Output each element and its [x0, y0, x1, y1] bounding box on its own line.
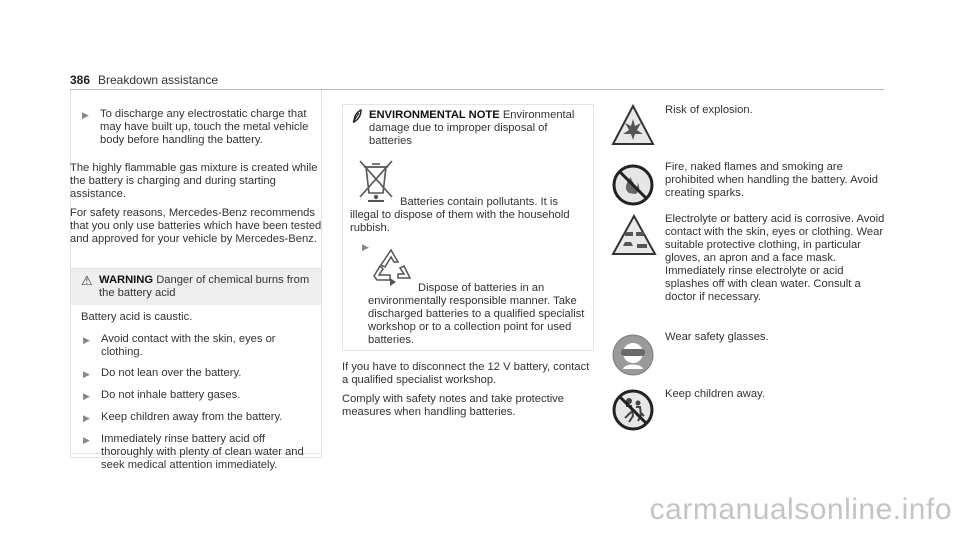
list-item-text: Do not inhale battery gases. [101, 389, 241, 401]
list-item-text: Immediately rinse battery acid off thoroughly with plenty of clean water and seek medical attention immediately. [101, 433, 304, 471]
environment-leaf-icon [351, 109, 369, 148]
note-keyword: ENVIRONMENTAL NOTE [369, 109, 500, 121]
explosion-text: Risk of explosion. [665, 104, 753, 116]
warning-keyword: WARNING [99, 274, 154, 286]
list-item-text: Avoid contact with the skin, eyes or clothing. [101, 333, 276, 358]
list-item-text: Keep children away from the battery. [101, 411, 283, 423]
bullet-triangle-icon: ▶ [362, 242, 369, 252]
watermark: carmanualsonline.info [649, 493, 952, 526]
list-item [71, 333, 309, 359]
warning-bullet-list [71, 333, 321, 472]
corrosive-text: Electrolyte or battery acid is corrosive. Avoid contact with the skin, eyes or clothing. Wear suitable protective clothing, in particular gloves, an apron and a face mask. Immediately rinse electrolyte or acid splashes off with clean water. Consult a doctor if necessary. [665, 213, 885, 303]
warning-box [70, 268, 322, 471]
list-item-text: To discharge any electrostatic charge that may have built up, touch the metal vehicle body before handling the battery. [100, 108, 309, 146]
explosion-icon [611, 104, 655, 150]
glasses-text: Wear safety glasses. [665, 331, 769, 343]
bullet-triangle-icon: ▶ [83, 335, 90, 345]
warning-triangle-icon: ⚠ [81, 273, 93, 288]
no-fire-smoking-icon [611, 163, 655, 211]
warning-body: Battery acid is caustic. [81, 311, 193, 323]
bullet-triangle-icon: ▶ [83, 391, 90, 401]
paragraph: The highly flammable gas mixture is created while the battery is charging and during starting assistance. [70, 162, 318, 200]
children-text: Keep children away. [665, 388, 765, 400]
section-title: Breakdown assistance [98, 73, 219, 87]
list-item [71, 433, 309, 472]
page-number: 386 [70, 73, 91, 87]
recycle-text: Dispose of batteries in an environmentally responsible manner. Take discharged batteries to a qualified specialist workshop or to a collection point for used batteries. [368, 282, 585, 346]
bin-text: Batteries contain pollutants. It is illegal to dispose of them with the household rubbish. [350, 196, 570, 234]
keep-children-away-icon [611, 388, 655, 436]
warning-text: Danger of chemical burns from the battery acid [99, 274, 310, 299]
list-item [70, 108, 310, 147]
list-item-text: Do not lean over the battery. [101, 367, 242, 379]
note-text: Environmental damage due to improper disposal of batteries [369, 109, 575, 147]
bullet-triangle-icon: ▶ [83, 413, 90, 423]
list-item [71, 389, 309, 403]
warning-header [71, 269, 321, 305]
list-item [71, 411, 309, 425]
paragraph: If you have to disconnect the 12 V battery, contact a qualified specialist workshop. [342, 361, 590, 386]
paragraph: Comply with safety notes and take protective measures when handling batteries. [342, 393, 564, 418]
bullet-triangle-icon: ▶ [83, 369, 90, 379]
bullet-triangle-icon: ▶ [83, 435, 90, 445]
list-item [71, 367, 309, 381]
paragraph: For safety reasons, Mercedes-Benz recommends that you only use batteries which have been tested and approved for your vehicle by Mercedes-Benz. [70, 207, 322, 245]
note-header [343, 105, 593, 148]
corrosive-icon [611, 214, 657, 260]
bullet-triangle-icon: ▶ [82, 110, 89, 120]
fire-text: Fire, naked flames and smoking are prohibited when handling the battery. Avoid creating sparks. [665, 161, 878, 199]
safety-glasses-icon [611, 333, 655, 381]
